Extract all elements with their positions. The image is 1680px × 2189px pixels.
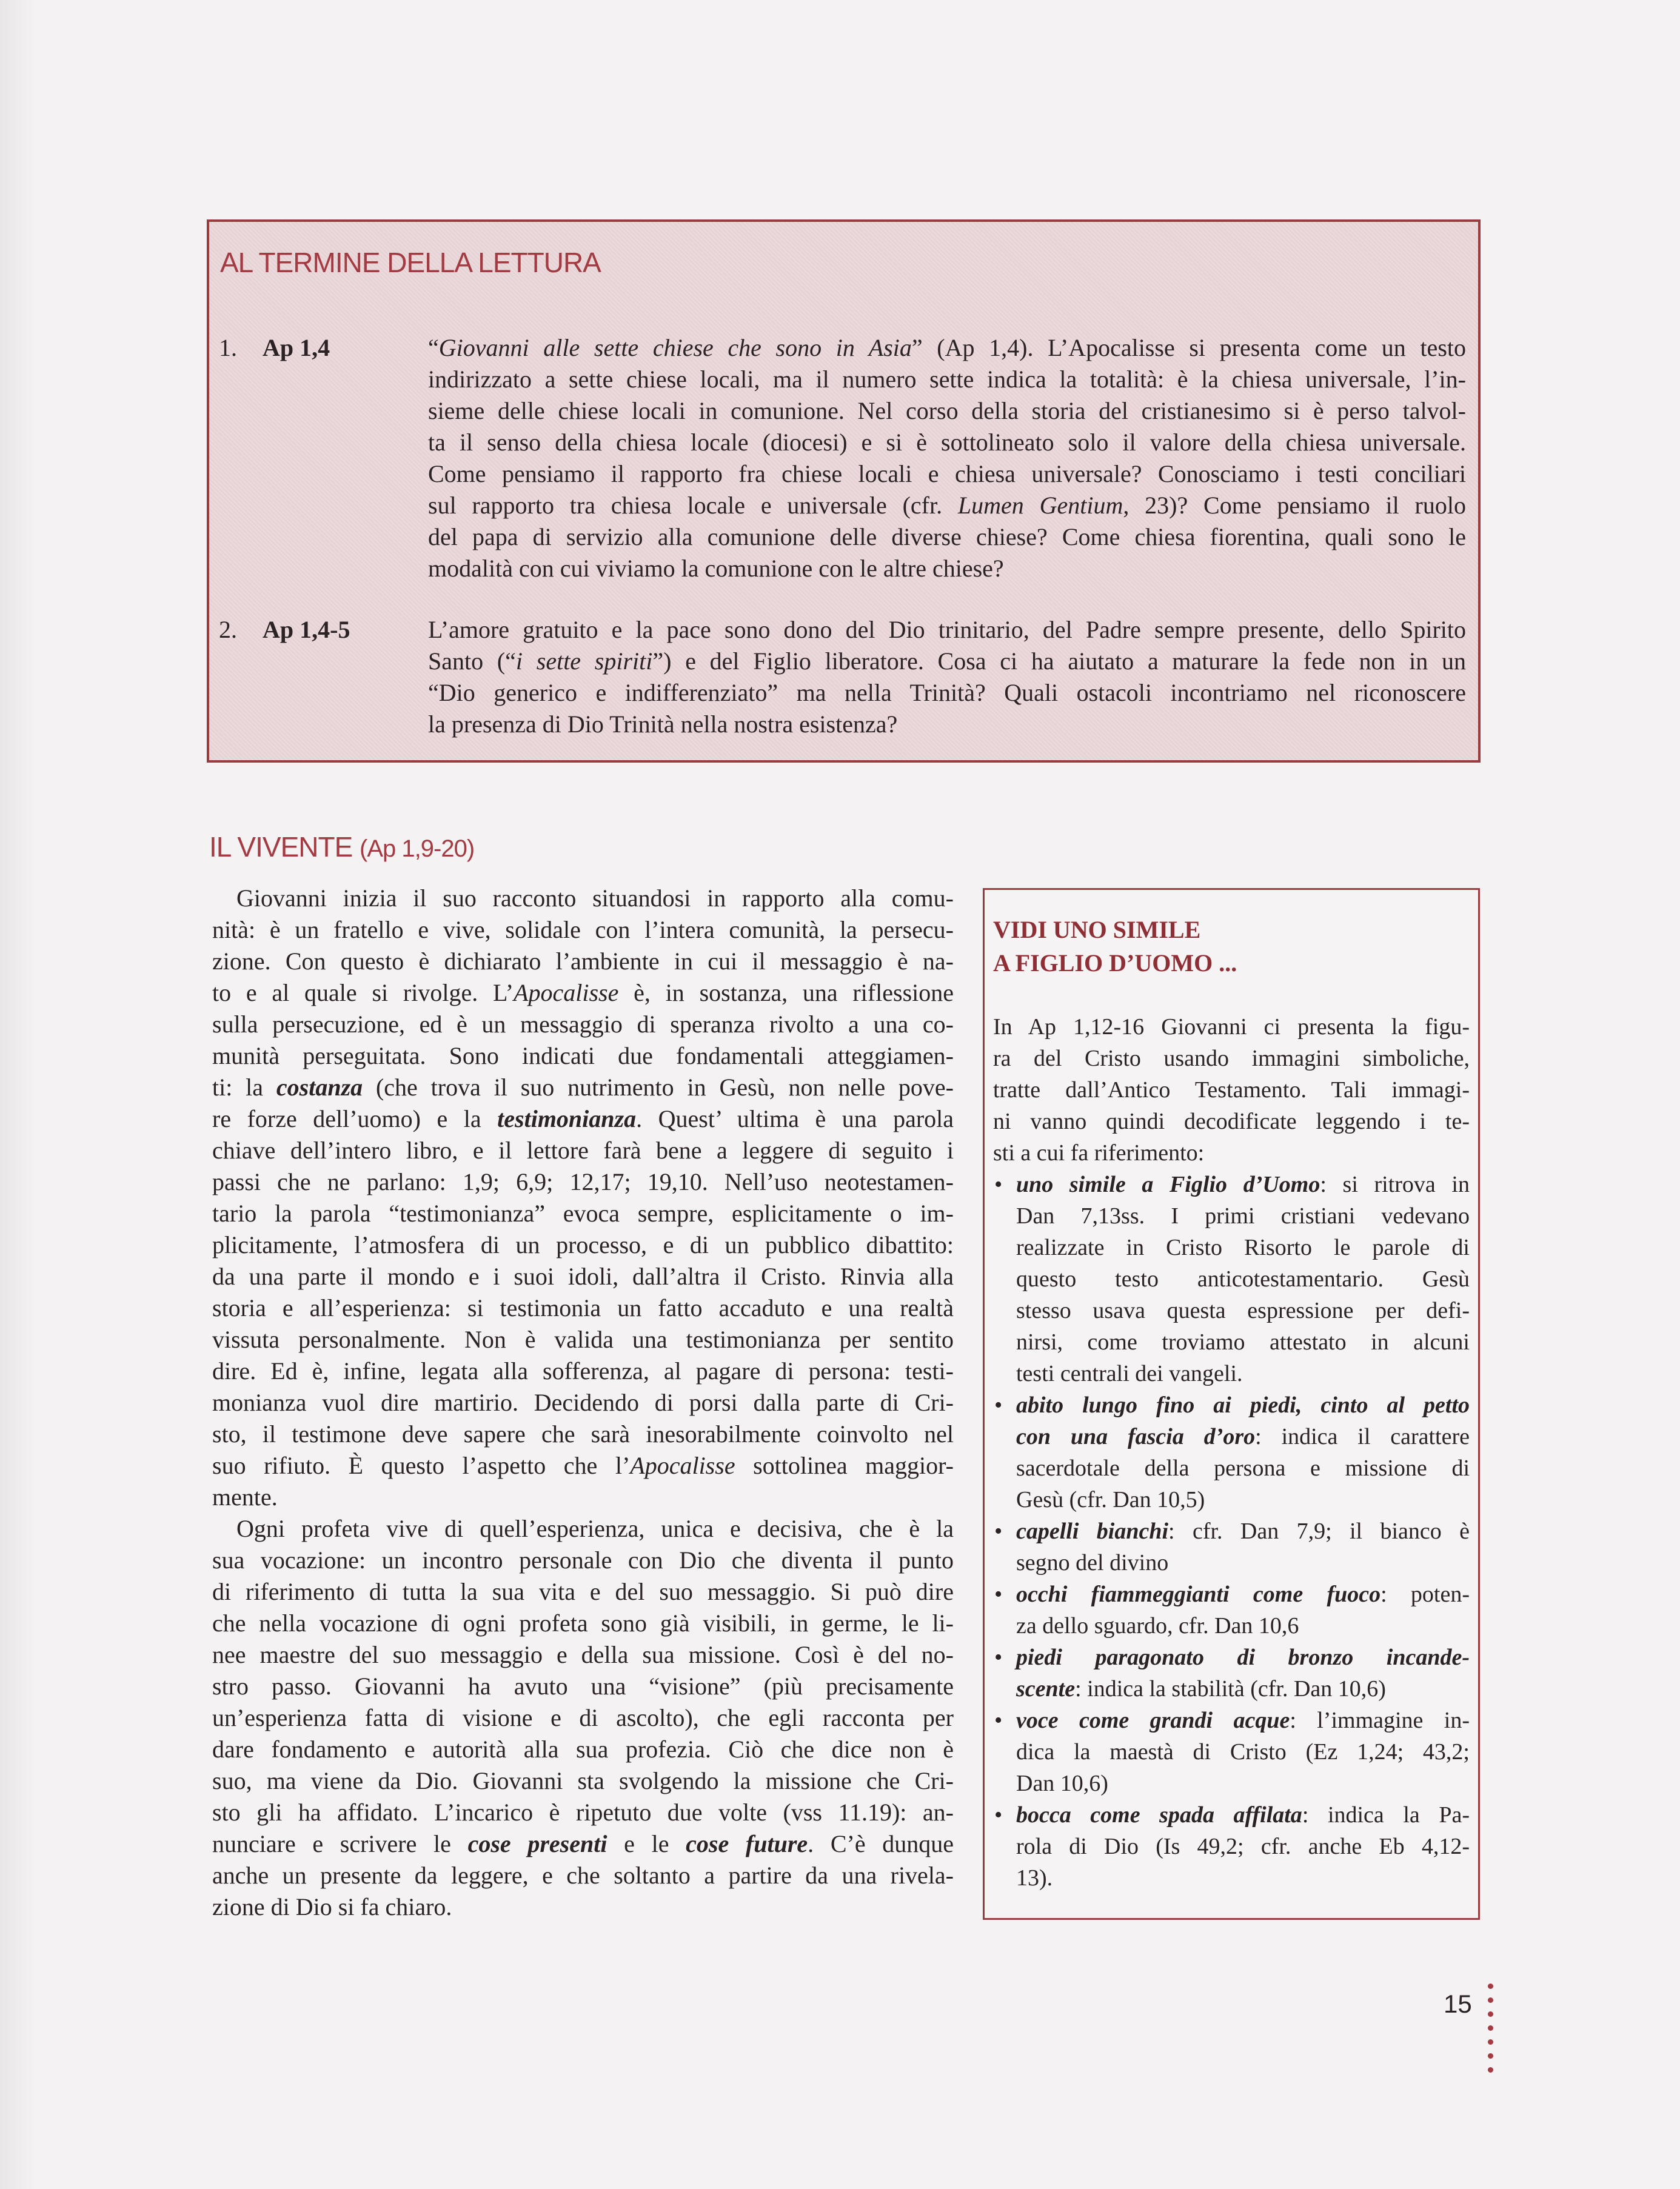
text-line — [1016, 1421, 1470, 1452]
sidebar-intro — [993, 1011, 1470, 1169]
emphasis-text: con una fascia d’oro — [1016, 1424, 1256, 1449]
bullet-icon: • — [994, 1802, 1003, 1828]
emphasis-text: Apocalisse — [630, 1452, 735, 1479]
text-line — [1016, 1389, 1470, 1421]
text-line: Giovanni inizia il suo racconto situandosi in rapporto alla comu- — [236, 884, 954, 912]
emphasis-text: cose future — [686, 1830, 808, 1857]
text-line: testi centrali dei vangeli. — [1016, 1361, 1243, 1386]
bullet-icon: • — [994, 1645, 1003, 1670]
text-segment: sottolinea maggior- — [735, 1452, 954, 1479]
bullet-item — [993, 1389, 1470, 1516]
text-line: munità perseguitata. Sono indicati due fondamentali atteggiamen- — [212, 1042, 954, 1069]
text-segment: ” (Ap 1,4). L’Apocalisse si presenta come un testo — [911, 334, 1466, 361]
text-line: ra del Cristo usando immagini simboliche, — [993, 1046, 1470, 1071]
text-segment: : si ritrova in — [1320, 1172, 1470, 1197]
paragraph — [212, 883, 954, 1513]
text-segment: ”) e del Figlio liberatore. Cosa ci ha aiutato a maturare la fede non in un — [652, 647, 1467, 675]
text-segment: nunciare e scrivere le — [212, 1830, 468, 1857]
text-segment: è, in sostanza, una riflessione — [618, 979, 954, 1006]
text-line: sua vocazione: un incontro personale con Dio che diventa il punto — [212, 1546, 954, 1574]
text-line — [428, 646, 1466, 677]
sidebar-body — [993, 1011, 1470, 1894]
item-reference: Ap 1,4-5 — [263, 616, 350, 643]
text-line: sti a cui fa riferimento: — [993, 1140, 1205, 1166]
text-line: un’esperienza fatta di visione e di ascolto), che egli racconta per — [212, 1704, 954, 1731]
bullet-text — [1016, 1705, 1470, 1799]
text-line: sulla persecuzione, ed è un messaggio di speranza rivolto a una co- — [212, 1011, 954, 1038]
bullet-text — [1016, 1389, 1470, 1516]
text-segment: : l’immagine in- — [1290, 1708, 1470, 1733]
text-line: storia e all’esperienza: si testimonia un fatto accaduto e una realtà — [212, 1294, 954, 1322]
text-line: Dan 7,13ss. I primi cristiani vedevano — [1016, 1203, 1470, 1229]
text-line: da una parte il mondo e i suoi idoli, dall’altra il Cristo. Rinvia alla — [212, 1263, 954, 1290]
text-line — [1016, 1799, 1470, 1831]
text-line — [212, 1828, 954, 1860]
text-line: sieme delle chiese locali in comunione. Nel corso della storia del cristianesimo si è perso talvol- — [428, 397, 1466, 424]
text-line: zione di Dio si fa chiaro. — [212, 1893, 452, 1920]
text-segment: ti: la — [212, 1074, 276, 1101]
page-number: 15 — [1444, 1990, 1472, 2018]
text-line: anche un presente da leggere, e che soltanto a partire da una rivela- — [212, 1862, 954, 1889]
paragraph — [212, 1513, 954, 1923]
main-text-column — [212, 883, 954, 1923]
text-segment: Santo (“ — [428, 647, 516, 675]
text-line — [1016, 1673, 1470, 1705]
text-line: “Dio generico e indifferenziato” ma nella Trinità? Quali ostacoli incontriamo nel riconoscere — [428, 679, 1466, 706]
emphasis-text: uno simile a Figlio d’Uomo — [1016, 1172, 1320, 1197]
text-segment: e le — [607, 1830, 686, 1857]
text-line: zione. Con questo è dichiarato l’ambiente in cui il messaggio è na- — [212, 947, 954, 975]
text-line — [1016, 1705, 1470, 1736]
text-line: vissuta personalmente. Non è valida una testimonianza per sentito — [212, 1326, 954, 1353]
text-segment: : cfr. Dan 7,9; il bianco è — [1168, 1519, 1470, 1544]
text-line: In Ap 1,12-16 Giovanni ci presenta la figu- — [993, 1014, 1470, 1040]
item-number: 2. — [219, 616, 237, 643]
sidebar-title — [993, 913, 1237, 980]
text-line: tario la parola “testimonianza” evoca sempre, esplicitamente o im- — [212, 1200, 954, 1227]
bullet-icon: • — [994, 1708, 1003, 1733]
emphasis-text: capelli bianchi — [1016, 1519, 1169, 1544]
bullet-item — [993, 1799, 1470, 1894]
text-segment: “ — [428, 334, 439, 361]
text-line: nirsi, come troviamo attestato in alcuni — [1016, 1329, 1470, 1355]
section-title: IL VIVENTE — [209, 831, 353, 863]
text-line: Ogni profeta vive di quell’esperienza, unica e decisiva, che è la — [236, 1515, 954, 1542]
item-number: 1. — [219, 334, 237, 361]
bullet-text — [1016, 1516, 1470, 1579]
text-line — [428, 332, 1466, 364]
sidebar-box — [983, 888, 1480, 1920]
text-line: ta il senso della chiesa locale (diocesi) e si è sottolineato solo il valore della chiesa universale. — [428, 429, 1466, 456]
bullet-icon: • — [994, 1172, 1003, 1197]
text-line: dire. Ed è, infine, legata alla sofferenza, al pagare di persona: testi- — [212, 1357, 954, 1385]
sidebar-title-line: A FIGLIO D’UOMO ... — [993, 949, 1237, 977]
emphasis-text: cose presenti — [467, 1830, 607, 1857]
text-line: Dan 10,6) — [1016, 1771, 1108, 1796]
emphasis-text: Lumen Gentium — [957, 492, 1123, 519]
emphasis-text: testimonianza — [497, 1105, 637, 1132]
bullet-icon: • — [994, 1392, 1003, 1418]
emphasis-text: Giovanni alle sette chiese che sono in Asia — [438, 334, 912, 361]
text-line — [212, 1103, 954, 1135]
text-line: dare fondamento e autorità alla sua profezia. Ciò che dice non è — [212, 1736, 954, 1763]
text-line — [1016, 1642, 1470, 1673]
bullet-text — [1016, 1799, 1470, 1894]
text-line — [428, 490, 1466, 521]
text-line: realizzate in Cristo Risorto le parole di — [1016, 1235, 1470, 1260]
bullet-icon: • — [994, 1582, 1003, 1607]
text-line: chiave dell’intero libro, e il lettore farà bene a leggere di seguito i — [212, 1137, 954, 1164]
text-line: tratte dall’Antico Testamento. Tali immagi- — [993, 1077, 1470, 1103]
text-line: stro passo. Giovanni ha avuto una “visione” (più precisamente — [212, 1673, 954, 1700]
text-line: ni vanno quindi decodificate leggendo i te- — [993, 1109, 1470, 1134]
text-line: L’amore gratuito e la pace sono dono del Dio trinitario, del Padre sempre presente, dello Spirito — [428, 616, 1466, 643]
text-line: rola di Dio (Is 49,2; cfr. anche Eb 4,12- — [1016, 1834, 1470, 1859]
bullet-text — [1016, 1169, 1470, 1389]
text-line: nità: è un fratello e vive, solidale con l’intera comunità, la persecu- — [212, 916, 954, 943]
text-line — [212, 977, 954, 1009]
item-text — [428, 614, 1466, 740]
item-text — [428, 332, 1466, 584]
text-line: passi che ne parlano: 1,9; 6,9; 12,17; 19,10. Nell’uso neotestamen- — [212, 1168, 954, 1195]
text-line: dica la maestà di Cristo (Ez 1,24; 43,2; — [1016, 1739, 1470, 1765]
text-segment: : poten- — [1380, 1582, 1470, 1607]
text-line: questo testo anticotestamentario. Gesù — [1016, 1266, 1470, 1292]
text-line: monianza vuol dire martirio. Decidendo di porsi dalla parte di Cri- — [212, 1389, 954, 1416]
section-heading — [209, 830, 474, 863]
text-line — [1016, 1516, 1470, 1547]
text-segment: (che trova il suo nutrimento in Gesù, non nelle pove- — [363, 1074, 954, 1101]
text-line: plicitamente, l’atmosfera di un processo, e di un pubblico dibattito: — [212, 1231, 954, 1258]
text-line: la presenza di Dio Trinità nella nostra esistenza? — [428, 710, 898, 738]
text-line: del papa di servizio alla comunione delle diverse chiese? Come chiesa fiorentina, quali sono le — [428, 523, 1466, 550]
text-line — [212, 1450, 954, 1482]
text-line: modalità con cui viviamo la comunione con le altre chiese? — [428, 555, 1004, 582]
text-segment: to e al quale si rivolge. L’ — [212, 979, 514, 1006]
text-line: sto gli ha affidato. L’incarico è ripetuto due volte (vss 11.19): an- — [212, 1799, 954, 1826]
text-line: suo, ma viene da Dio. Giovanni sta svolgendo la missione che Cri- — [212, 1767, 954, 1794]
text-line: 13). — [1016, 1865, 1053, 1891]
bullet-item — [993, 1169, 1470, 1389]
emphasis-text: scente — [1016, 1676, 1076, 1702]
text-line: di riferimento di tutta la sua vita e del suo messaggio. Si può dire — [212, 1578, 954, 1605]
text-line: stesso usava questa espressione per defi- — [1016, 1298, 1470, 1323]
bullet-item — [993, 1705, 1470, 1799]
text-segment: : indica il carattere — [1255, 1424, 1470, 1449]
text-line: sacerdotale della persona e missione di — [1016, 1455, 1470, 1481]
item-reference: Ap 1,4 — [263, 334, 330, 361]
text-segment: re forze dell’uomo) e la — [212, 1105, 498, 1132]
text-segment: . C’è dunque — [808, 1830, 954, 1857]
emphasis-text: Apocalisse — [514, 979, 619, 1006]
text-segment: suo rifiuto. È questo l’aspetto che l’ — [212, 1452, 631, 1479]
text-segment: : indica la Pa- — [1302, 1802, 1470, 1828]
bullet-item — [993, 1642, 1470, 1705]
emphasis-text: piedi paragonato di bronzo incande- — [1016, 1645, 1470, 1670]
text-line: Gesù (cfr. Dan 10,5) — [1016, 1487, 1205, 1512]
emphasis-text: abito lungo fino ai piedi, cinto al petto — [1016, 1392, 1470, 1418]
emphasis-text: occhi fiammeggianti come fuoco — [1016, 1582, 1381, 1607]
text-line — [212, 1072, 954, 1103]
text-line — [1016, 1579, 1470, 1610]
text-line: indirizzato a sette chiese locali, ma il numero sette indica la totalità: è la chiesa universale, l’in- — [428, 366, 1466, 393]
emphasis-text: costanza — [276, 1074, 363, 1101]
text-segment: , 23)? Come pensiamo il ruolo — [1123, 492, 1466, 519]
text-line: segno del divino — [1016, 1550, 1169, 1576]
section-reference: (Ap 1,9-20) — [360, 835, 475, 862]
text-segment: : indica la stabilità (cfr. Dan 10,6) — [1075, 1676, 1386, 1702]
page-edge-shadow — [0, 0, 36, 2189]
text-line — [1016, 1169, 1470, 1200]
bullet-text — [1016, 1579, 1470, 1642]
text-line: sto, il testimone deve sapere che sarà inesorabilmente coinvolto nel — [212, 1420, 954, 1448]
bullet-item — [993, 1516, 1470, 1579]
text-segment: sul rapporto tra chiesa locale e universale (cfr. — [428, 492, 958, 519]
text-line: za dello sguardo, cfr. Dan 10,6 — [1016, 1613, 1299, 1639]
text-line: Come pensiamo il rapporto fra chiese locali e chiesa universale? Conosciamo i testi conciliari — [428, 460, 1466, 487]
text-line: nee maestre del suo messaggio e della sua missione. Così è del no- — [212, 1641, 954, 1668]
bullet-icon: • — [994, 1519, 1003, 1544]
emphasis-text: bocca come spada affilata — [1016, 1802, 1302, 1828]
sidebar-title-line: VIDI UNO SIMILE — [993, 916, 1201, 943]
bullet-item — [993, 1579, 1470, 1642]
bullet-text — [1016, 1642, 1470, 1705]
emphasis-text: voce come grandi acque — [1016, 1708, 1290, 1733]
emphasis-text: i sette spiriti — [515, 647, 653, 675]
reading-questions-box — [207, 219, 1481, 763]
text-line: che nella vocazione di ogni profeta sono già visibili, in germe, le li- — [212, 1609, 954, 1637]
text-segment: . Quest’ ultima è una parola — [636, 1105, 954, 1132]
box-title: AL TERMINE DELLA LETTURA — [220, 247, 601, 278]
text-line: mente. — [212, 1483, 278, 1511]
decorative-dots — [1488, 1983, 1495, 2081]
